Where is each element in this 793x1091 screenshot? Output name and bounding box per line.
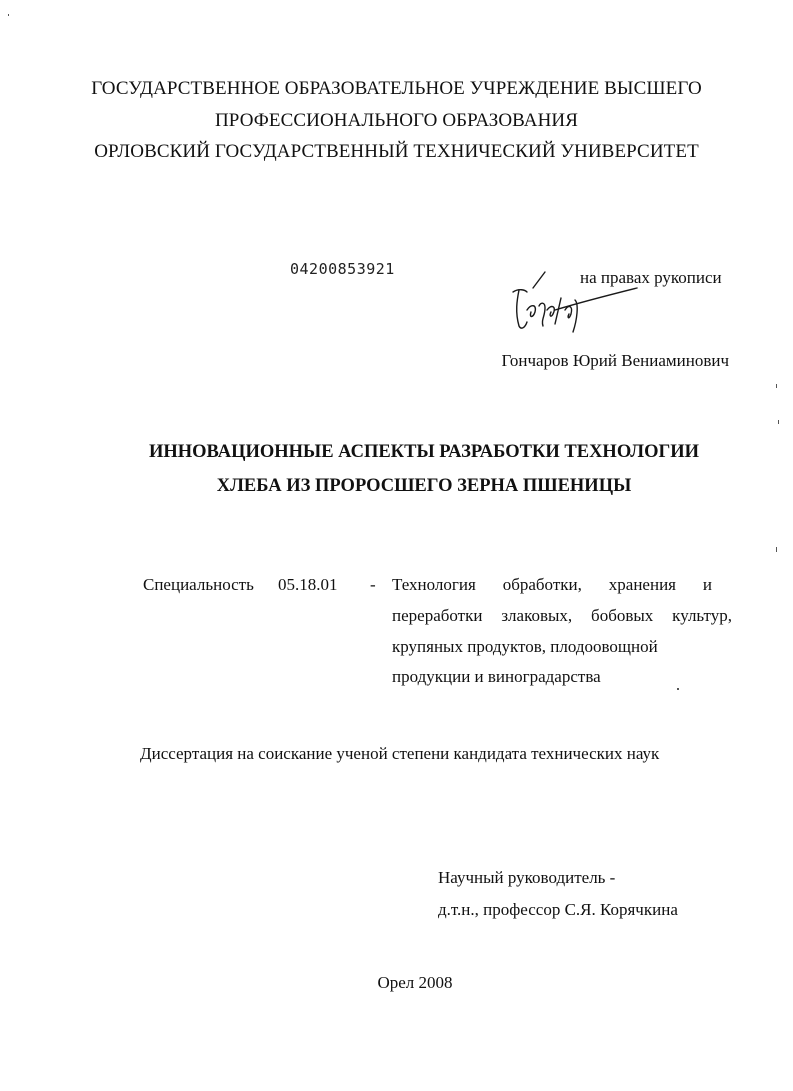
specialty-dash: - [370,575,376,594]
institution-line-1: ГОСУДАРСТВЕННОЕ ОБРАЗОВАТЕЛЬНОЕ УЧРЕЖДЕНИЕ ВЫСШЕГО [91,78,702,99]
scan-speck [8,14,9,16]
specialty-description-line-3: крупяных продуктов, плодоовощной [392,637,658,656]
scan-speck [776,547,777,552]
institution-line-3: ОРЛОВСКИЙ ГОСУДАРСТВЕННЫЙ ТЕХНИЧЕСКИЙ УНИВЕРСИТЕТ [94,141,699,162]
scan-speck [776,384,777,388]
specialty-code: 05.18.01 [278,575,338,594]
thesis-title-line-2: ХЛЕБА ИЗ ПРОРОСШЕГО ЗЕРНА ПШЕНИЦЫ [216,476,632,496]
author-name: Гончаров Юрий Вениаминович [501,351,729,370]
dissertation-statement: Диссертация на соискание ученой степени кандидата технических наук [140,744,660,763]
thesis-title-line-1: ИННОВАЦИОННЫЕ АСПЕКТЫ РАЗРАБОТКИ ТЕХНОЛОГИИ [148,442,700,462]
specialty-description-line-1: Технология обработки, хранения и [392,575,712,594]
institution-line-2: ПРОФЕССИОНАЛЬНОГО ОБРАЗОВАНИЯ [214,110,578,131]
specialty-description-line-2: переработки злаковых, бобовых культур, [392,606,732,625]
specialty-label: Специальность [143,575,254,594]
supervisor-role: Научный руководитель - [438,868,616,887]
catalog-code: 04200853921 [290,260,395,278]
specialty-description-line-4: продукции и виноградарства [392,667,601,686]
scan-speck [677,688,679,690]
city-year: Орел 2008 [377,973,453,992]
supervisor-name: д.т.н., профессор С.Я. Корячкина [438,900,678,919]
manuscript-rights-note: на правах рукописи [580,268,722,287]
scan-speck [778,420,779,424]
